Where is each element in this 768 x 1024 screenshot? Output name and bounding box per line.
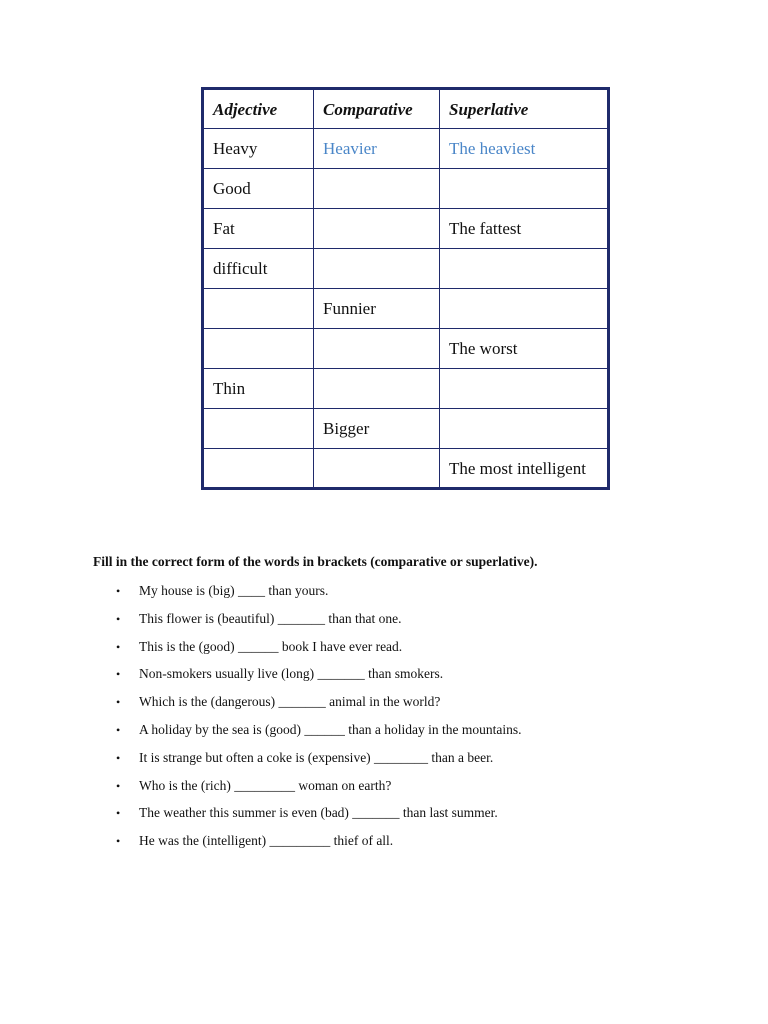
adjective-forms-table [201,87,610,490]
list-item [116,720,521,748]
header-comparative: Comparative [314,89,440,129]
list-item [116,637,521,665]
bullet-icon: • [116,695,121,710]
bullet-icon: • [116,639,121,654]
bullet-icon: • [116,750,121,765]
superlative-cell [440,289,609,329]
exercise-sentence: Non-smokers usually live (long) _______ than smokers. [139,666,444,682]
table-row [203,329,609,369]
list-item [116,581,521,609]
superlative-cell: The heaviest [440,129,609,169]
adjective-cell [203,329,314,369]
superlative-cell: The most intelligent [440,449,609,489]
table-row [203,409,609,449]
superlative-cell [440,169,609,209]
adjective-cell [203,409,314,449]
comparative-cell [314,369,440,409]
comparative-cell [314,169,440,209]
comparative-cell [314,209,440,249]
header-adjective: Adjective [203,89,314,129]
table-row [203,249,609,289]
table-header-row [203,89,609,129]
list-item [116,803,521,831]
list-item [116,692,521,720]
exercise-sentence: This flower is (beautiful) _______ than that one. [139,610,402,626]
list-item [116,748,521,776]
exercise-sentence: This is the (good) ______ book I have ever read. [139,638,403,654]
exercise-sentence: A holiday by the sea is (good) ______ than a holiday in the mountains. [139,721,522,737]
adjective-cell: Thin [203,369,314,409]
list-item [116,664,521,692]
table-row [203,369,609,409]
exercise-sentence: Who is the (rich) _________ woman on earth? [139,777,392,793]
exercise-sentence: It is strange but often a coke is (expensive) ________ than a beer. [139,749,494,765]
comparative-cell: Bigger [314,409,440,449]
adjective-cell: Fat [203,209,314,249]
header-superlative: Superlative [440,89,609,129]
bullet-icon: • [116,778,121,793]
bullet-icon: • [116,834,121,849]
exercise-sentence: My house is (big) ____ than yours. [139,583,329,598]
bullet-icon: • [116,667,121,682]
list-item [116,831,521,859]
adjective-cell: difficult [203,249,314,289]
bullet-icon: • [116,584,121,598]
superlative-cell: The fattest [440,209,609,249]
superlative-cell [440,249,609,289]
exercise-sentence: He was the (intelligent) _________ thief of all. [139,833,394,849]
bullet-icon: • [116,806,121,821]
table-row [203,129,609,169]
table-row [203,169,609,209]
comparative-cell [314,329,440,369]
table-row [203,449,609,489]
table-row [203,289,609,329]
comparative-cell: Heavier [314,129,440,169]
list-item [116,776,521,804]
adjective-cell [203,289,314,329]
adjective-cell [203,449,314,489]
exercise-instructions: Fill in the correct form of the words in brackets (comparative or superlative). [93,554,538,569]
comparative-cell [314,449,440,489]
exercise-list [116,581,521,859]
adjective-cell: Heavy [203,129,314,169]
exercise-sentence: The weather this summer is even (bad) _______ than last summer. [139,805,498,821]
bullet-icon: • [116,722,121,737]
table-row [203,209,609,249]
list-item [116,609,521,637]
comparative-cell [314,249,440,289]
superlative-cell [440,369,609,409]
bullet-icon: • [116,611,121,626]
superlative-cell [440,409,609,449]
superlative-cell: The worst [440,329,609,369]
exercise-sentence: Which is the (dangerous) _______ animal in the world? [139,694,441,710]
comparative-cell: Funnier [314,289,440,329]
adjective-cell: Good [203,169,314,209]
